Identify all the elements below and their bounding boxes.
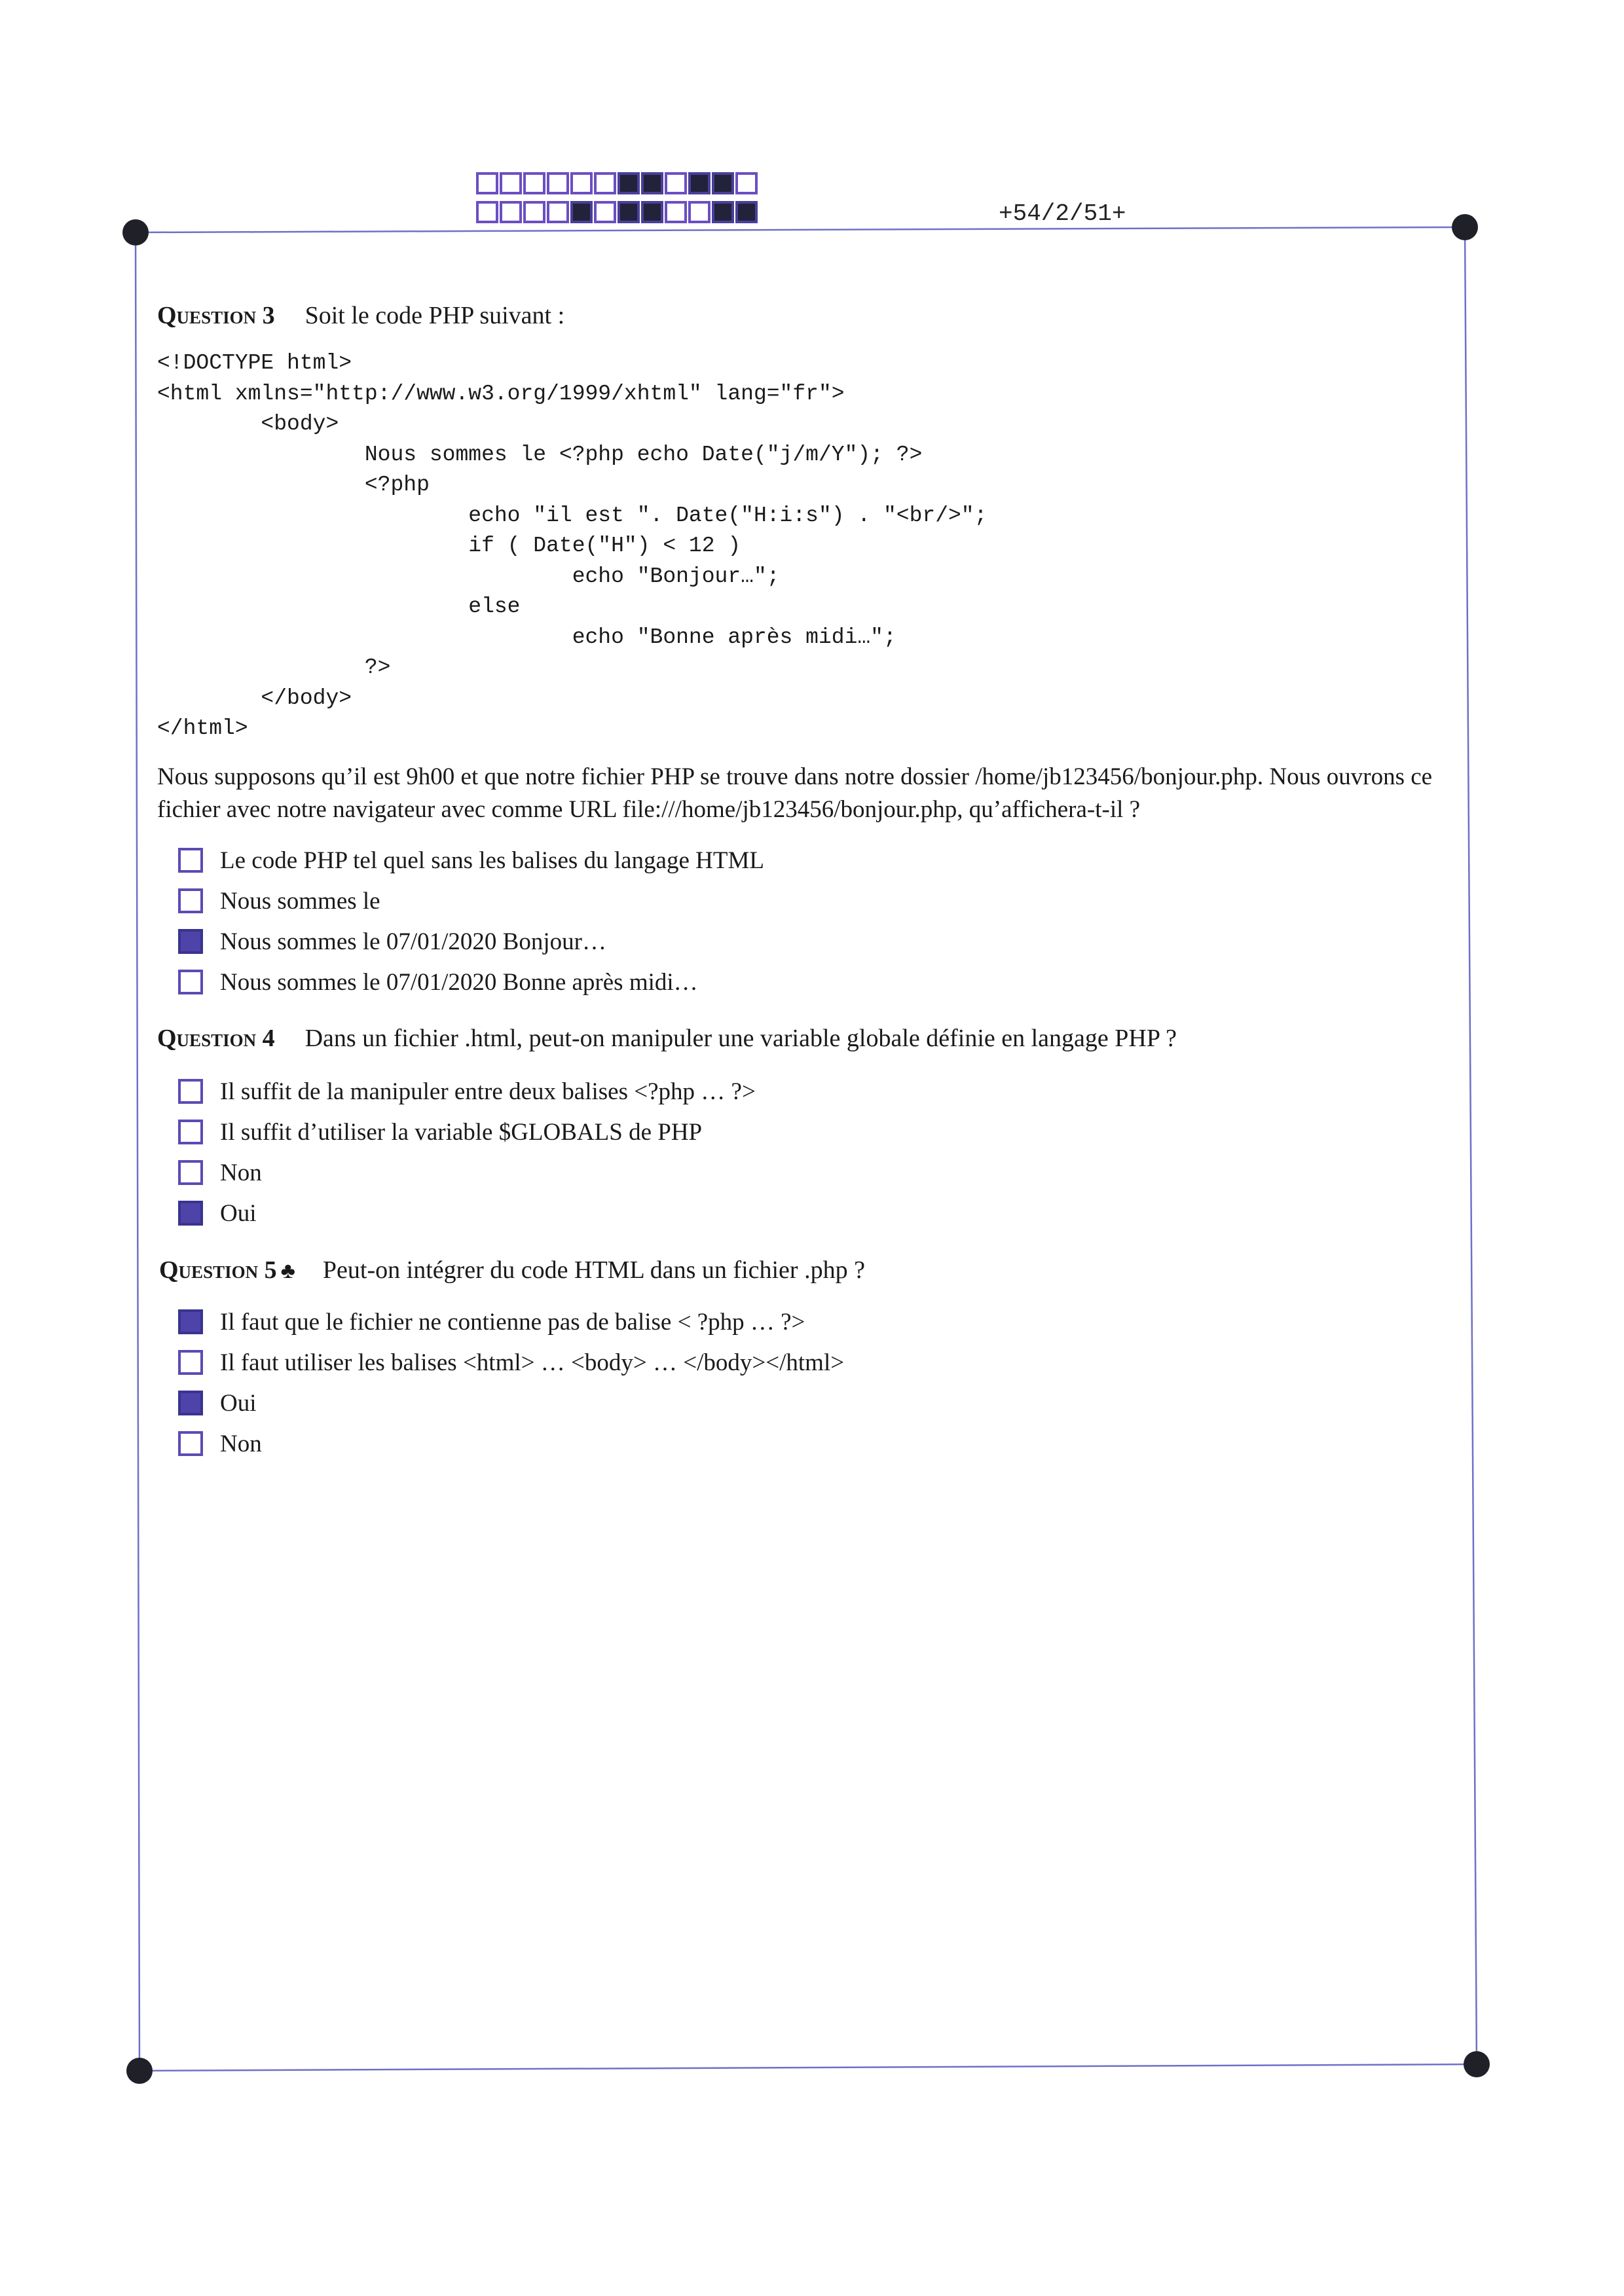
id-code-cell (523, 172, 545, 194)
id-code-cell (594, 201, 616, 223)
question-3-choice-2[interactable] (178, 881, 764, 921)
question-5-choice-1[interactable] (178, 1302, 844, 1342)
choice-label: Oui (220, 1389, 257, 1417)
id-code-cell (712, 201, 734, 223)
checkbox[interactable] (178, 929, 203, 954)
id-code-row-1 (476, 172, 759, 194)
choice-label: Il faut utiliser les balises <html> … <body> … </body></html> (220, 1349, 845, 1376)
id-code-cell (570, 201, 593, 223)
checkbox[interactable] (178, 848, 203, 873)
id-code-cell (476, 172, 498, 194)
registration-mark-bottom-right (1464, 2051, 1490, 2077)
id-code-cell (665, 172, 687, 194)
choice-label: Nous sommes le 07/01/2020 Bonne après midi… (220, 968, 698, 996)
choice-label: Il suffit de la manipuler entre deux balises <?php … ?> (220, 1078, 756, 1105)
id-code-cell (712, 172, 734, 194)
registration-mark-top-right (1452, 214, 1478, 240)
choice-label: Non (220, 1159, 262, 1186)
question-4-prompt: Dans un fichier .html, peut-on manipuler une variable globale définie en langage PHP ? (304, 1025, 1177, 1052)
question-5-choice-3[interactable] (178, 1383, 844, 1423)
php-code-listing: <!DOCTYPE html> <html xmlns="http://www.w3.org/1999/xhtml" lang="fr"> <body> Nous sommes le <?php echo Date("j/m/Y"); ?> <?php echo "il est ". Date("H:i:s") . "<br/>"; if ( Date("H") < 12 ) echo "Bonjour…"; else echo "Bonne après midi…"; ?> </body> </html> (157, 351, 987, 740)
id-code-row-2 (476, 201, 759, 223)
id-code-cell (688, 201, 710, 223)
id-code-cell (688, 172, 710, 194)
choice-label: Nous sommes le 07/01/2020 Bonjour… (220, 928, 606, 955)
question-5-prompt: Peut-on intégrer du code HTML dans un fichier .php ? (322, 1256, 865, 1284)
question-5-choice-4[interactable] (178, 1423, 844, 1464)
question-3-prompt: Soit le code PHP suivant : (304, 302, 565, 329)
id-code-cell (618, 172, 640, 194)
id-code-cell (500, 172, 522, 194)
registration-mark-bottom-left (126, 2058, 153, 2084)
question-5-choice-2[interactable] (178, 1342, 844, 1383)
id-code-cell (735, 172, 758, 194)
checkbox[interactable] (178, 1160, 203, 1185)
choice-label: Oui (220, 1199, 257, 1227)
id-code-cell (570, 172, 593, 194)
question-4-header (157, 1024, 1177, 1053)
id-code-cell (500, 201, 522, 223)
question-5-header (159, 1256, 865, 1285)
checkbox[interactable] (178, 1079, 203, 1104)
question-3-choice-3[interactable] (178, 921, 764, 962)
question-3-choice-1[interactable] (178, 840, 764, 881)
choice-label: Il suffit d’utiliser la variable $GLOBALS de PHP (220, 1118, 703, 1146)
checkbox[interactable] (178, 1201, 203, 1226)
choice-label: Il faut que le fichier ne contienne pas de balise < ?php … ?> (220, 1308, 805, 1336)
id-code-cell (547, 201, 569, 223)
checkbox[interactable] (178, 1120, 203, 1144)
question-4-choice-1[interactable] (178, 1071, 756, 1112)
question-3-choices (178, 840, 764, 1002)
question-4-choice-4[interactable] (178, 1193, 756, 1233)
question-5-label: Question 5 (159, 1256, 277, 1284)
checkbox[interactable] (178, 1431, 203, 1456)
checkbox[interactable] (178, 1350, 203, 1375)
choice-label: Le code PHP tel quel sans les balises du langage HTML (220, 847, 764, 874)
question-4-choices (178, 1071, 756, 1233)
id-code-cell (641, 201, 663, 223)
question-3-choice-4[interactable] (178, 962, 764, 1002)
checkbox[interactable] (178, 970, 203, 994)
registration-mark-top-left (122, 219, 149, 246)
question-5-choices (178, 1302, 844, 1464)
choice-label: Nous sommes le (220, 887, 380, 915)
choice-label: Non (220, 1430, 262, 1457)
id-code-cell (523, 201, 545, 223)
id-code-cell (641, 172, 663, 194)
question-4-choice-2[interactable] (178, 1112, 756, 1152)
checkbox[interactable] (178, 1391, 203, 1415)
club-icon: ♣ (280, 1259, 295, 1283)
question-3-label: Question 3 (157, 302, 275, 329)
question-4-label: Question 4 (157, 1025, 275, 1052)
question-3-context: Nous supposons qu’il est 9h00 et que notre fichier PHP se trouve dans notre dossier /home/jb123456/bonjour.php. Nous ouvrons ce fichier avec notre navigateur avec comme URL file:///home/jb123456/bonjour.php, qu’affichera-t-il ? (157, 763, 1433, 823)
id-code-cell (476, 201, 498, 223)
checkbox[interactable] (178, 888, 203, 913)
id-code-cell (665, 201, 687, 223)
id-code-cell (618, 201, 640, 223)
id-code-cell (547, 172, 569, 194)
id-code-cell (735, 201, 758, 223)
question-4-choice-3[interactable] (178, 1152, 756, 1193)
id-code-cell (594, 172, 616, 194)
question-3-header (157, 301, 564, 330)
checkbox[interactable] (178, 1309, 203, 1334)
page-id: +54/2/51+ (999, 200, 1126, 227)
